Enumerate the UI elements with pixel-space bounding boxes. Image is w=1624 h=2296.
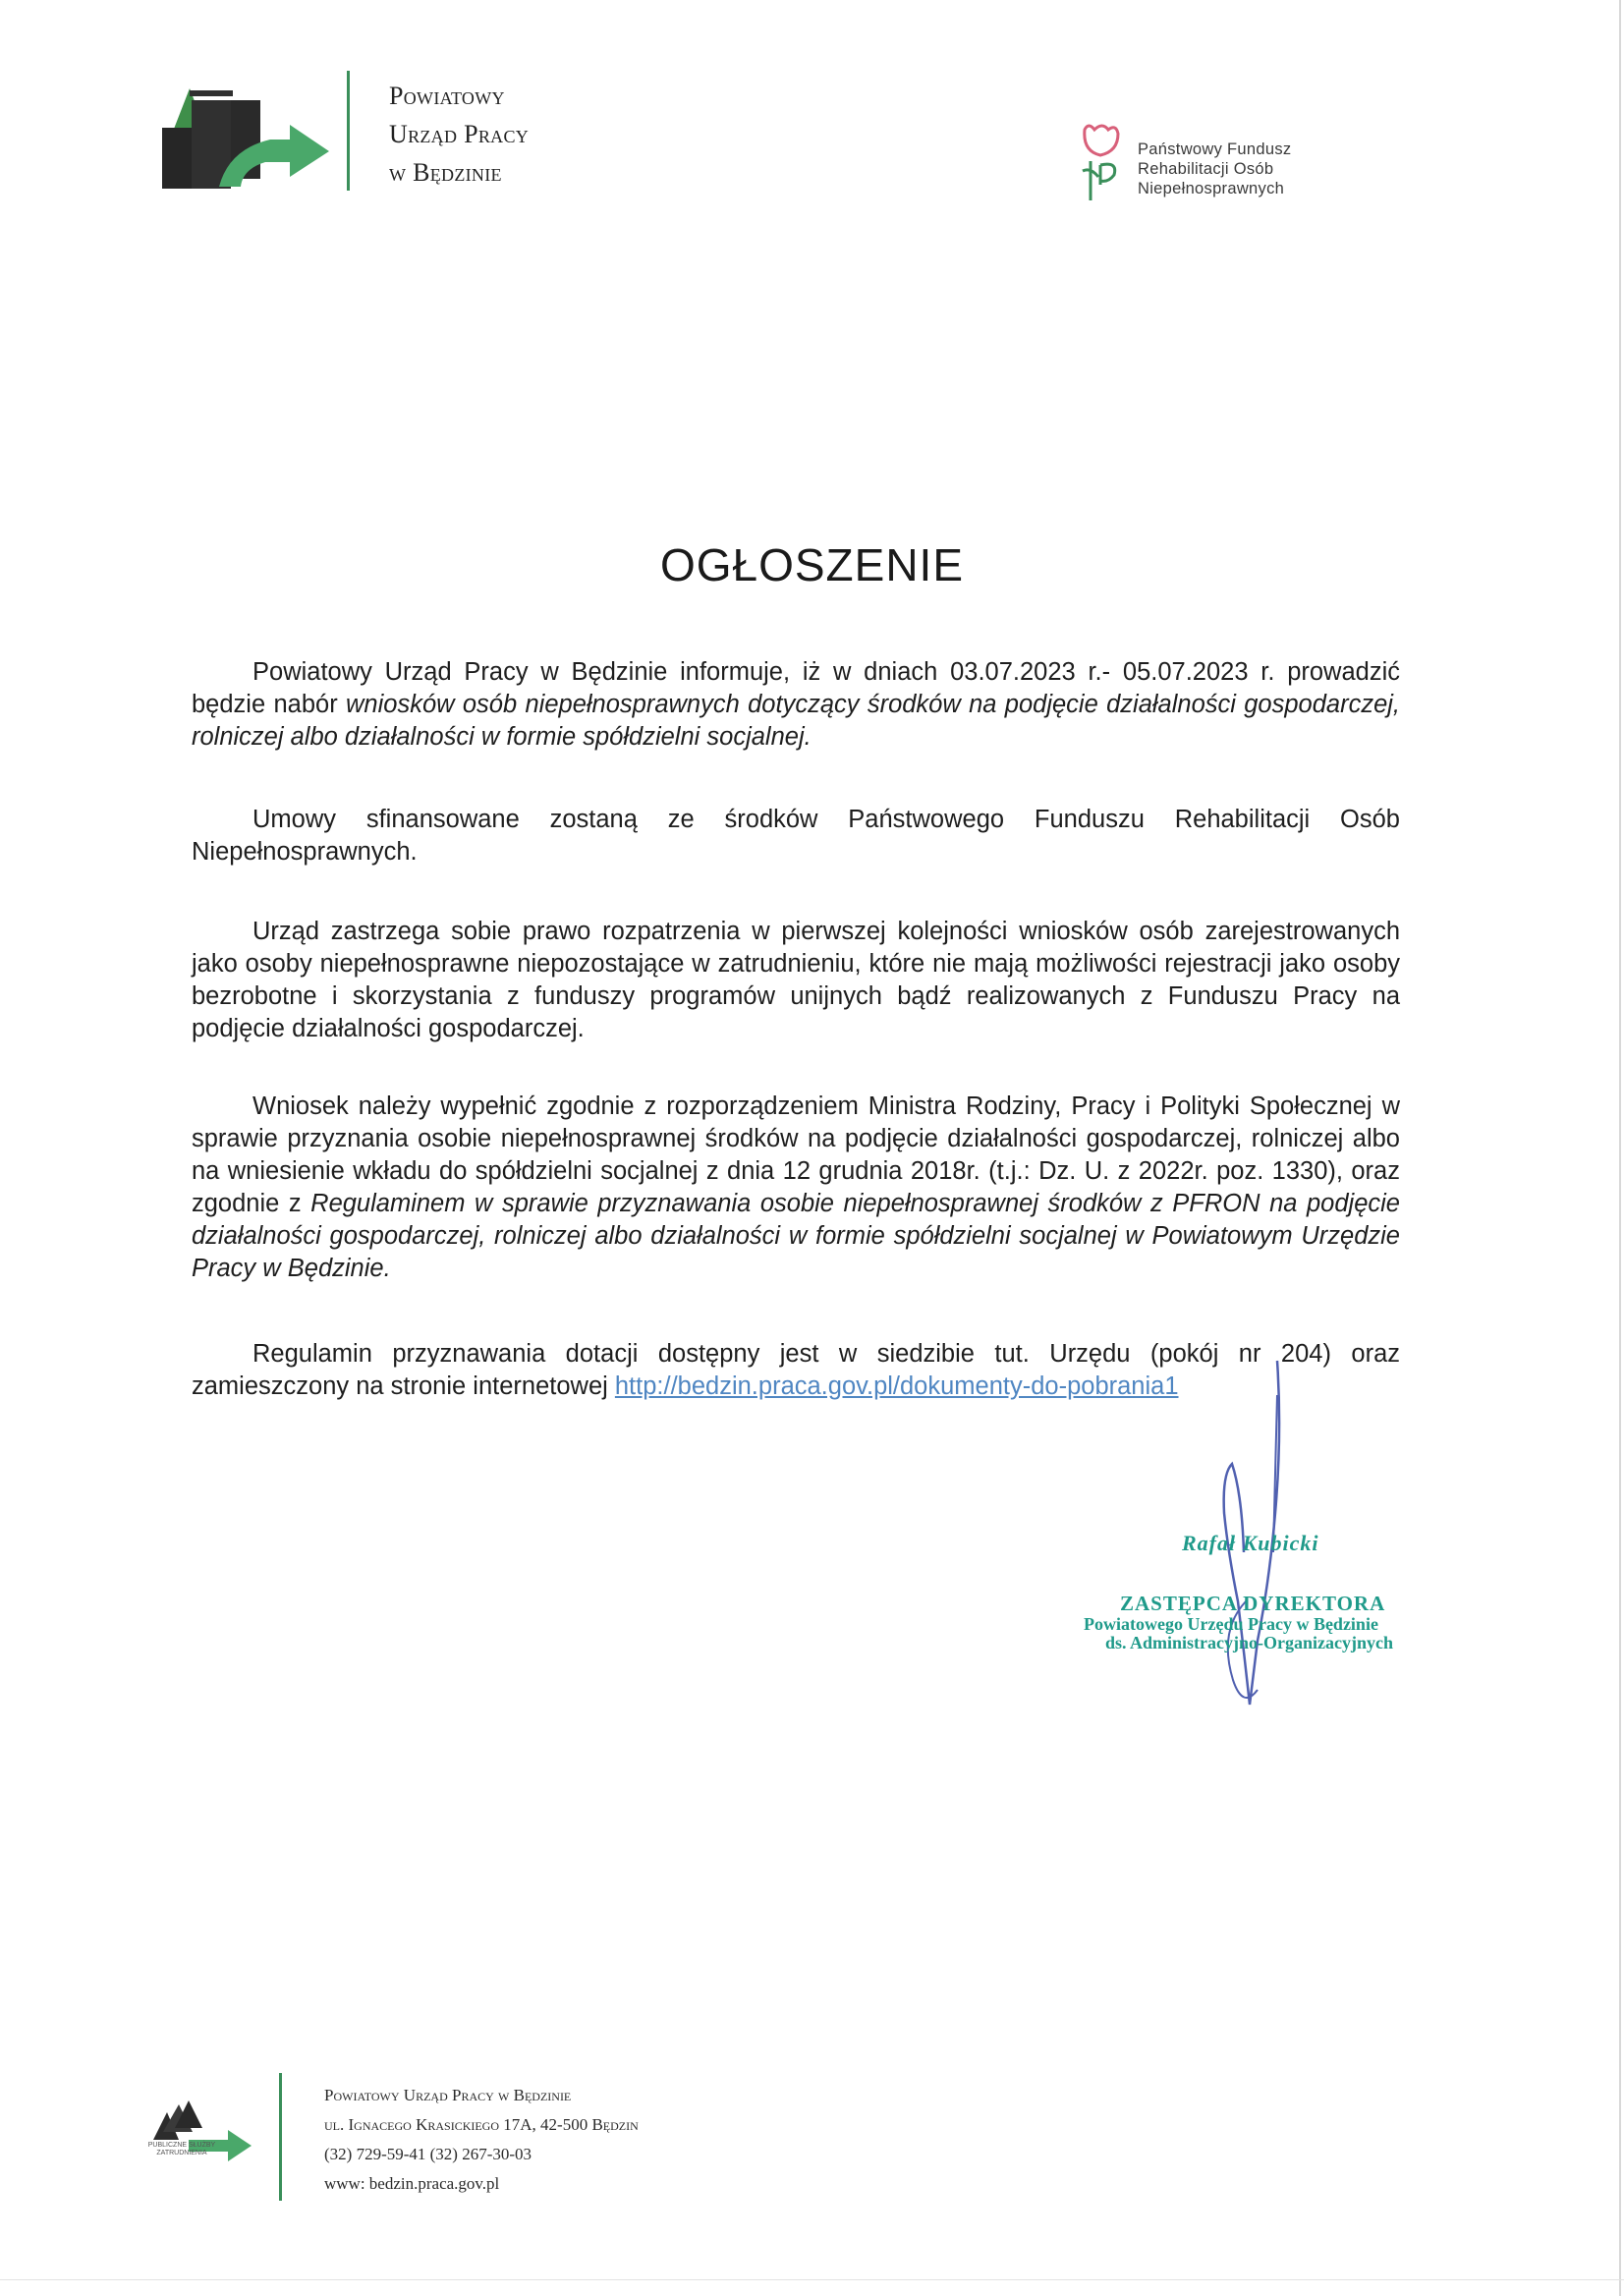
pfron-name: Państwowy Fundusz Rehabilitacji Osób Niepełnosprawnych <box>1138 140 1292 197</box>
stamp-office: Powiatowego Urzędu Pracy w Będzinie <box>1084 1614 1378 1634</box>
footer-office-name: Powiatowy Urząd Pracy w Będzinie <box>324 2086 572 2104</box>
paragraph-5-text: Regulamin przyznawania dotacji dostępny jest w siedzibie tut. Urzędu (pokój nr 204) oraz zamieszczony na stronie internetowej <box>192 1340 1400 1400</box>
pfron-logo <box>1079 122 1126 202</box>
paragraph-1-text: Powiatowy Urząd Pracy w Będzinie informuje, iż w dniach 03.07.2023 r.- 05.07.2023 r. prowadzić będzie nabór <box>192 658 1400 718</box>
footer-website: www: bedzin.praca.gov.pl <box>324 2174 500 2193</box>
page-edge-bottom <box>0 2279 1624 2280</box>
pup-name: Powiatowy Urząd Pracy w Będzinie <box>389 82 530 187</box>
paragraph-4 <box>192 1091 1400 1285</box>
regulamin-link[interactable]: http://bedzin.praca.gov.pl/dokumenty-do-pobrania1 <box>614 1372 1179 1400</box>
paragraph-4-italic: Regulaminem w sprawie przyznawania osobie niepełnosprawnej środków z PFRON na podjęcie działalności gospodarczej, rolniczej albo działalności w formie spółdzielni socjalnej w Powiatowym Urzędzie Pracy w Będzinie. <box>192 1190 1400 1282</box>
signatory-name: Rafał Kubicki <box>1182 1531 1319 1555</box>
footer-street: ul. Ignacego Krasickiego 17A, 42-500 Będzin <box>324 2115 639 2134</box>
paragraph-2: Umowy sfinansowane zostaną ze środków Państwowego Funduszu Rehabilitacji Osób Niepełnosprawnych. <box>192 806 1400 866</box>
footer-phone: (32) 729-59-41 (32) 267-30-03 <box>324 2145 532 2163</box>
page-title: OGŁOSZENIE <box>659 539 965 590</box>
header-divider <box>347 71 350 191</box>
paragraph-1-italic: wniosków osób niepełnosprawnych dotyczący środków na podjęcie działalności gospodarczej, rolniczej albo działalności w formie spółdzielni socjalnej. <box>192 691 1400 751</box>
pup-logo <box>162 71 359 189</box>
paragraph-4-text: Wniosek należy wypełnić zgodnie z rozporządzeniem Ministra Rodziny, Pracy i Polityki Społecznej w sprawie przyznania osobie niepełnosprawnej środków na podjęcie działalności gospodarczej, rolniczej albo na wniesienie wkładu do spółdzielni socjalnej z dnia 12 grudnia 2018r. (t.j.: Dz. U. z 2022r. poz. 1330), oraz zgodnie z <box>192 1092 1400 1217</box>
stamp-department: ds. Administracyjno-Organizacyjnych <box>1105 1633 1394 1652</box>
paragraph-3: Urząd zastrzega sobie prawo rozpatrzenia w pierwszej kolejności wniosków osób zarejestrowanych jako osoby niepełnosprawne niepozostające w zatrudnieniu, które nie mają możliwości rejestracji jako osoby bezrobotne i skorzystania z funduszy programów unijnych bądź realizowanych z Funduszu Pracy na podjęcie działalności gospodarczej. <box>192 918 1400 1042</box>
footer-divider <box>279 2073 282 2201</box>
footer-address <box>324 2081 639 2199</box>
paragraph-1 <box>192 656 1400 754</box>
stamp-title: ZASTĘPCA DYREKTORA <box>1120 1592 1386 1615</box>
page-edge <box>1619 0 1621 2296</box>
psz-logo-caption: PUBLICZNE SŁUŻBY ZATRUDNIENIA <box>147 2142 216 2156</box>
